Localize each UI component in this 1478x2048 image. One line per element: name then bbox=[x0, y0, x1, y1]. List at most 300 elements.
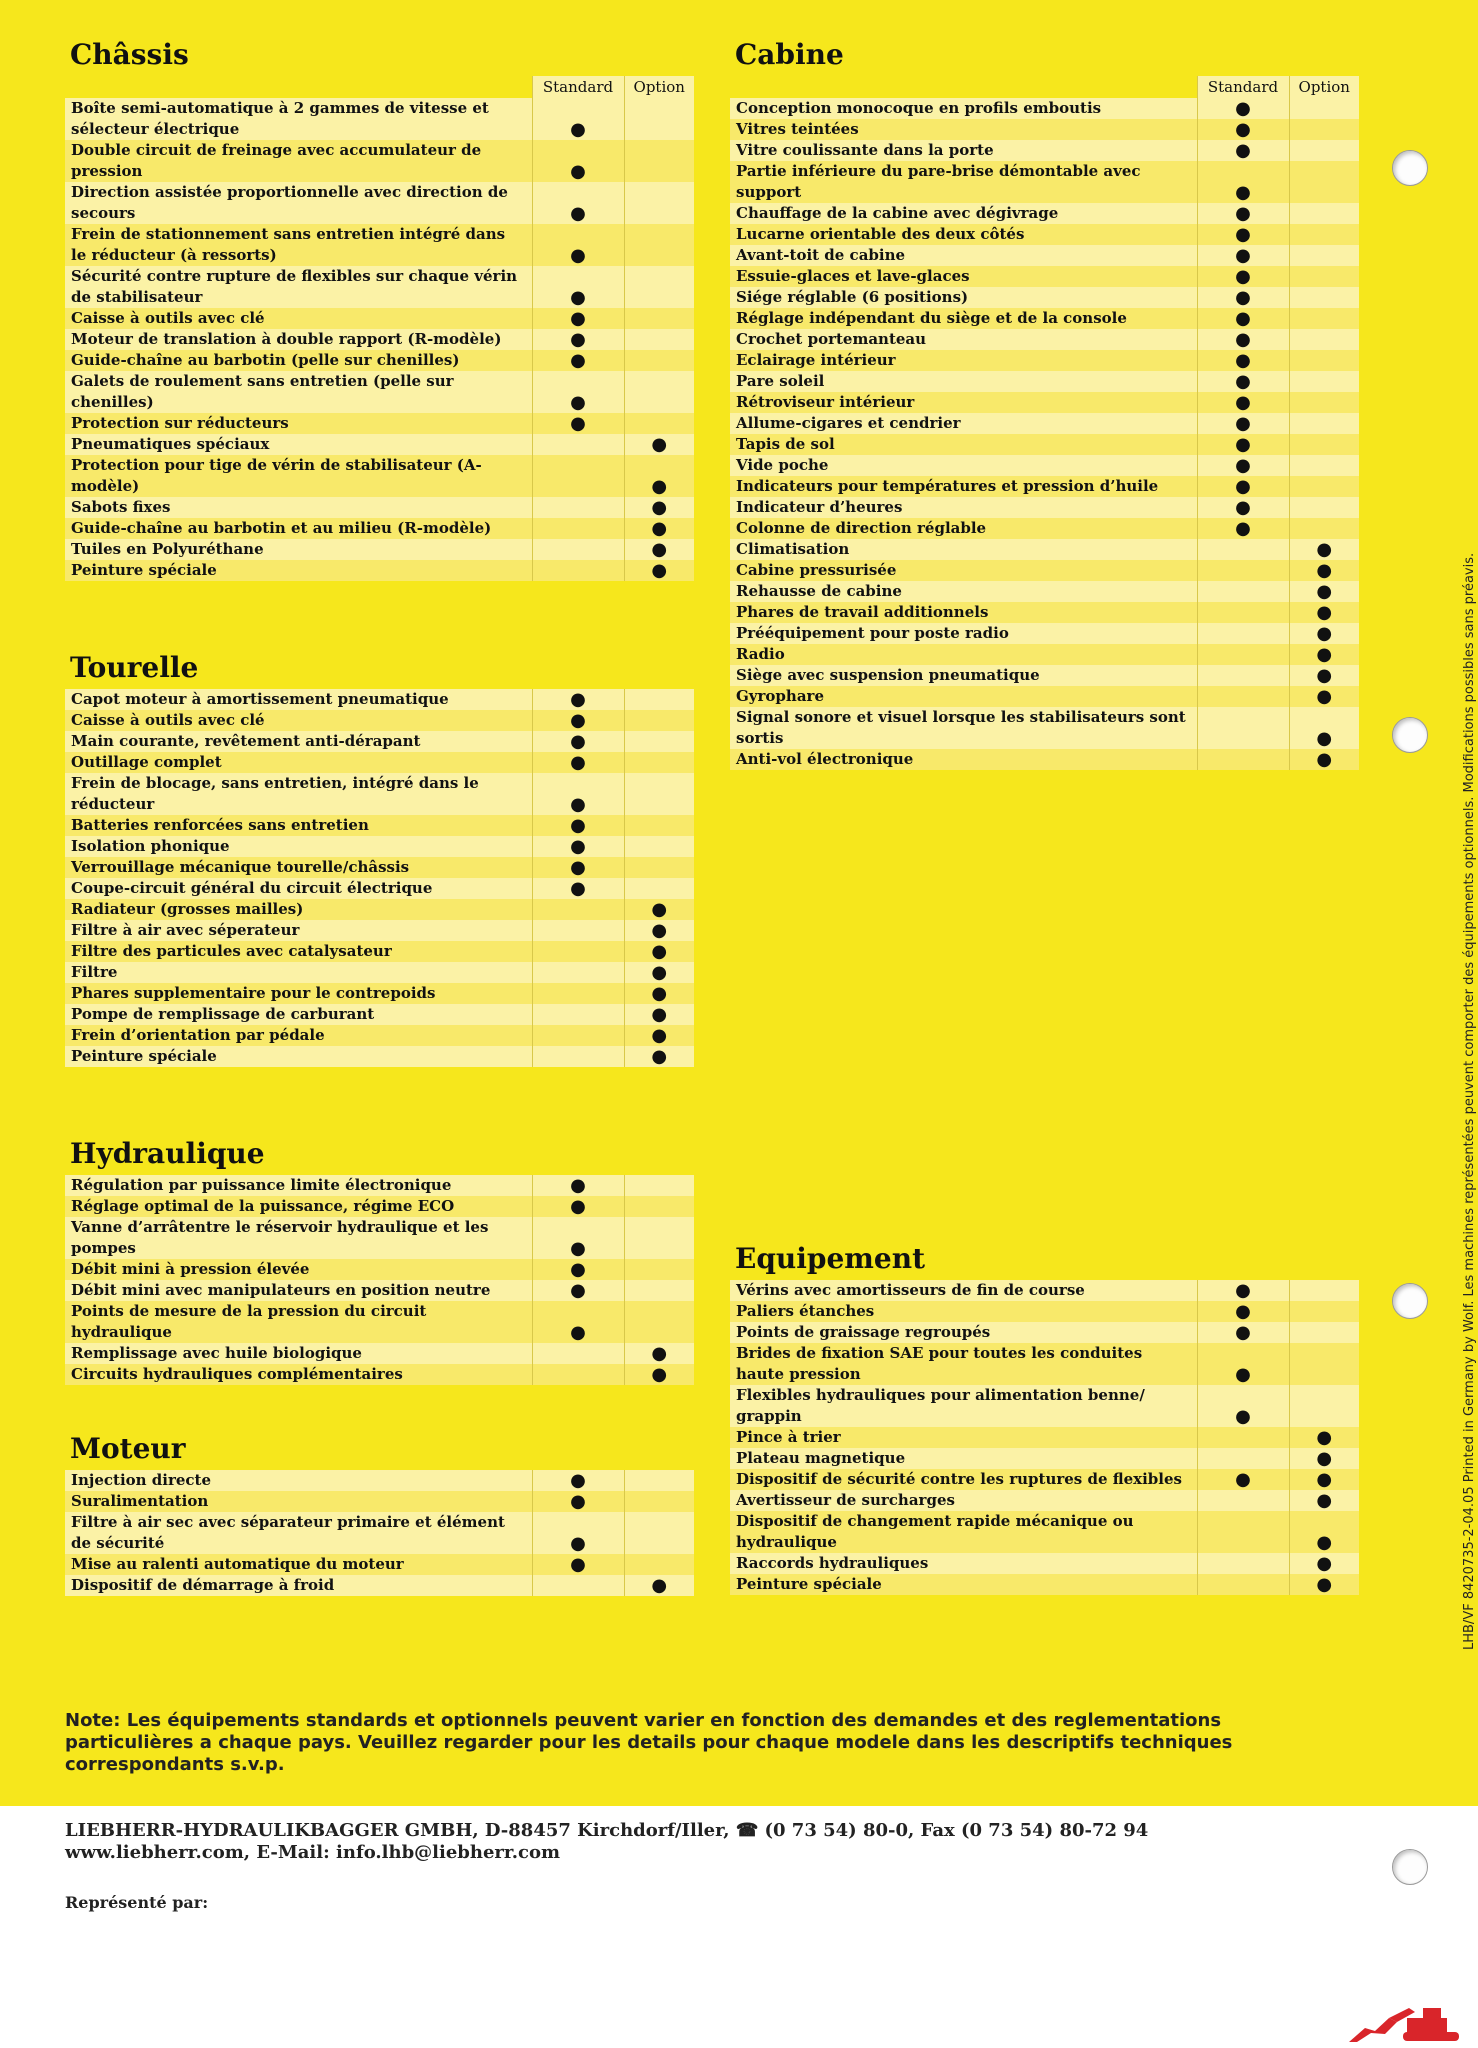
option-dot-icon: ● bbox=[624, 518, 694, 539]
column-header-standard: Standard bbox=[532, 76, 624, 98]
option-empty-cell bbox=[1289, 413, 1359, 434]
feature-label: Filtre des particules avec catalysateur bbox=[65, 941, 532, 962]
standard-dot-icon: ● bbox=[1197, 518, 1289, 539]
standard-empty-cell bbox=[532, 983, 624, 1004]
table-header-row bbox=[730, 76, 1359, 98]
feature-label: Siège avec suspension pneumatique bbox=[730, 665, 1197, 686]
feature-label: Peinture spéciale bbox=[65, 560, 532, 581]
option-dot-icon: ● bbox=[1289, 644, 1359, 665]
feature-label: Verrouillage mécanique tourelle/châssis bbox=[65, 857, 532, 878]
option-empty-cell bbox=[624, 1217, 694, 1259]
option-empty-cell bbox=[624, 815, 694, 836]
option-empty-cell bbox=[1289, 329, 1359, 350]
table-row bbox=[65, 98, 694, 140]
equipment-table-chassis bbox=[65, 76, 694, 581]
option-empty-cell bbox=[624, 1554, 694, 1575]
table-row bbox=[730, 1385, 1359, 1427]
option-empty-cell bbox=[1289, 371, 1359, 392]
standard-empty-cell bbox=[532, 899, 624, 920]
option-empty-cell bbox=[1289, 476, 1359, 497]
standard-dot-icon: ● bbox=[1197, 413, 1289, 434]
feature-label: Débit mini à pression élevée bbox=[65, 1259, 532, 1280]
option-dot-icon: ● bbox=[1289, 1427, 1359, 1448]
option-empty-cell bbox=[624, 1491, 694, 1512]
table-row bbox=[730, 329, 1359, 350]
table-row bbox=[730, 224, 1359, 245]
standard-dot-icon: ● bbox=[532, 266, 624, 308]
table-row bbox=[65, 308, 694, 329]
table-row bbox=[65, 1554, 694, 1575]
table-row bbox=[65, 140, 694, 182]
header-blank bbox=[65, 76, 532, 98]
table-row bbox=[730, 161, 1359, 203]
standard-dot-icon: ● bbox=[1197, 161, 1289, 203]
option-dot-icon: ● bbox=[1289, 539, 1359, 560]
option-empty-cell bbox=[624, 140, 694, 182]
option-empty-cell bbox=[1289, 119, 1359, 140]
option-empty-cell bbox=[1289, 203, 1359, 224]
option-empty-cell bbox=[1289, 1301, 1359, 1322]
feature-label: Injection directe bbox=[65, 1470, 532, 1491]
option-dot-icon: ● bbox=[624, 1046, 694, 1067]
section-title-tourelle: Tourelle bbox=[70, 651, 199, 684]
standard-dot-icon: ● bbox=[1197, 266, 1289, 287]
option-dot-icon: ● bbox=[624, 1343, 694, 1364]
feature-label: Sécurité contre rupture de flexibles sur chaque vérin de stabilisateur bbox=[65, 266, 532, 308]
table-row bbox=[65, 1280, 694, 1301]
standard-empty-cell bbox=[532, 1046, 624, 1067]
feature-label: Double circuit de freinage avec accumulateur de pression bbox=[65, 140, 532, 182]
section-cabine bbox=[730, 34, 1359, 770]
feature-label: Filtre à air sec avec séparateur primaire et élément de sécurité bbox=[65, 1512, 532, 1554]
table-row bbox=[65, 434, 694, 455]
standard-empty-cell bbox=[1197, 581, 1289, 602]
feature-label: Cabine pressurisée bbox=[730, 560, 1197, 581]
standard-dot-icon: ● bbox=[532, 1301, 624, 1343]
standard-dot-icon: ● bbox=[532, 329, 624, 350]
table-row bbox=[65, 371, 694, 413]
standard-dot-icon: ● bbox=[1197, 224, 1289, 245]
option-empty-cell bbox=[1289, 287, 1359, 308]
table-row bbox=[730, 749, 1359, 770]
feature-label: Protection pour tige de vérin de stabilisateur (A-modèle) bbox=[65, 455, 532, 497]
table-header-row bbox=[65, 76, 694, 98]
feature-label: Remplissage avec huile biologique bbox=[65, 1343, 532, 1364]
feature-label: Batteries renforcées sans entretien bbox=[65, 815, 532, 836]
standard-empty-cell bbox=[1197, 665, 1289, 686]
option-empty-cell bbox=[1289, 350, 1359, 371]
option-empty-cell bbox=[624, 413, 694, 434]
punch-hole bbox=[1392, 150, 1428, 186]
feature-label: Radiateur (grosses mailles) bbox=[65, 899, 532, 920]
option-empty-cell bbox=[624, 836, 694, 857]
web-line: www.liebherr.com, E-Mail: info.lhb@liebherr.com bbox=[65, 1842, 560, 1863]
table-row bbox=[730, 413, 1359, 434]
feature-label: Suralimentation bbox=[65, 1491, 532, 1512]
table-row bbox=[730, 518, 1359, 539]
option-empty-cell bbox=[624, 710, 694, 731]
option-empty-cell bbox=[1289, 308, 1359, 329]
table-row bbox=[65, 329, 694, 350]
table-row bbox=[730, 665, 1359, 686]
feature-label: Indicateurs pour températures et pression d’huile bbox=[730, 476, 1197, 497]
section-tourelle bbox=[65, 647, 694, 1067]
standard-dot-icon: ● bbox=[532, 1175, 624, 1196]
option-dot-icon: ● bbox=[624, 962, 694, 983]
table-row bbox=[65, 1343, 694, 1364]
feature-label: Chauffage de la cabine avec dégivrage bbox=[730, 203, 1197, 224]
standard-dot-icon: ● bbox=[532, 224, 624, 266]
option-dot-icon: ● bbox=[624, 1004, 694, 1025]
table-row bbox=[65, 1025, 694, 1046]
standard-dot-icon: ● bbox=[532, 815, 624, 836]
option-empty-cell bbox=[1289, 1385, 1359, 1427]
table-row bbox=[65, 1259, 694, 1280]
table-row bbox=[730, 119, 1359, 140]
feature-label: Rétroviseur intérieur bbox=[730, 392, 1197, 413]
standard-empty-cell bbox=[1197, 1511, 1289, 1553]
option-empty-cell bbox=[624, 224, 694, 266]
option-empty-cell bbox=[1289, 518, 1359, 539]
feature-label: Réglage optimal de la puissance, régime ECO bbox=[65, 1196, 532, 1217]
option-dot-icon: ● bbox=[1289, 1553, 1359, 1574]
option-empty-cell bbox=[624, 1512, 694, 1554]
table-row bbox=[730, 602, 1359, 623]
standard-dot-icon: ● bbox=[532, 773, 624, 815]
standard-dot-icon: ● bbox=[1197, 455, 1289, 476]
feature-label: Pompe de remplissage de carburant bbox=[65, 1004, 532, 1025]
punch-hole bbox=[1392, 717, 1428, 753]
side-legal-text: LHB/VF 8420735-2-04.05 Printed in Germany by Wolf. Les machines représentées peuvent comporter des équipements optionnels. Modifications possibles sans préavis. bbox=[1462, 552, 1477, 1650]
feature-label: Galets de roulement sans entretien (pelle sur chenilles) bbox=[65, 371, 532, 413]
option-dot-icon: ● bbox=[624, 560, 694, 581]
column-header-standard: Standard bbox=[1197, 76, 1289, 98]
table-row bbox=[730, 350, 1359, 371]
table-row bbox=[65, 413, 694, 434]
table-row bbox=[730, 1469, 1359, 1490]
standard-dot-icon: ● bbox=[1197, 476, 1289, 497]
table-row bbox=[65, 182, 694, 224]
option-empty-cell bbox=[624, 1280, 694, 1301]
table-row bbox=[65, 497, 694, 518]
table-row bbox=[65, 224, 694, 266]
standard-empty-cell bbox=[532, 455, 624, 497]
standard-dot-icon: ● bbox=[532, 182, 624, 224]
feature-label: Peinture spéciale bbox=[65, 1046, 532, 1067]
standard-empty-cell bbox=[532, 962, 624, 983]
table-row bbox=[65, 920, 694, 941]
option-empty-cell bbox=[624, 329, 694, 350]
feature-label: Dispositif de changement rapide mécanique ou hydraulique bbox=[730, 1511, 1197, 1553]
feature-label: Guide-chaîne au barbotin (pelle sur chenilles) bbox=[65, 350, 532, 371]
punch-hole bbox=[1392, 1849, 1428, 1885]
table-row bbox=[730, 266, 1359, 287]
option-empty-cell bbox=[1289, 98, 1359, 119]
standard-dot-icon: ● bbox=[1197, 1385, 1289, 1427]
option-dot-icon: ● bbox=[1289, 665, 1359, 686]
option-empty-cell bbox=[624, 98, 694, 140]
feature-label: Outillage complet bbox=[65, 752, 532, 773]
standard-dot-icon: ● bbox=[532, 1491, 624, 1512]
section-chassis bbox=[65, 34, 694, 581]
table-row bbox=[730, 1280, 1359, 1301]
standard-dot-icon: ● bbox=[1197, 371, 1289, 392]
feature-label: Radio bbox=[730, 644, 1197, 665]
feature-label: Siége réglable (6 positions) bbox=[730, 287, 1197, 308]
option-dot-icon: ● bbox=[1289, 623, 1359, 644]
standard-dot-icon: ● bbox=[532, 731, 624, 752]
option-empty-cell bbox=[624, 350, 694, 371]
standard-dot-icon: ● bbox=[532, 857, 624, 878]
table-row bbox=[65, 878, 694, 899]
standard-dot-icon: ● bbox=[1197, 392, 1289, 413]
table-row bbox=[730, 707, 1359, 749]
feature-label: Tuiles en Polyuréthane bbox=[65, 539, 532, 560]
feature-label: Sabots fixes bbox=[65, 497, 532, 518]
table-row bbox=[65, 941, 694, 962]
feature-label: Eclairage intérieur bbox=[730, 350, 1197, 371]
feature-label: Vanne d’arrâtentre le réservoir hydraulique et les pompes bbox=[65, 1217, 532, 1259]
standard-empty-cell bbox=[1197, 1553, 1289, 1574]
feature-label: Raccords hydrauliques bbox=[730, 1553, 1197, 1574]
option-dot-icon: ● bbox=[1289, 707, 1359, 749]
feature-label: Rehausse de cabine bbox=[730, 581, 1197, 602]
table-row bbox=[730, 476, 1359, 497]
standard-dot-icon: ● bbox=[1197, 287, 1289, 308]
feature-label: Frein de stationnement sans entretien intégré dans le réducteur (à ressorts) bbox=[65, 224, 532, 266]
standard-empty-cell bbox=[532, 941, 624, 962]
feature-label: Paliers étanches bbox=[730, 1301, 1197, 1322]
feature-label: Isolation phonique bbox=[65, 836, 532, 857]
standard-empty-cell bbox=[532, 539, 624, 560]
table-row bbox=[730, 686, 1359, 707]
company-line: LIEBHERR-HYDRAULIKBAGGER GMBH, D-88457 Kirchdorf/Iller, ☎ (0 73 54) 80-0, Fax (0 73 54) 80-72 94 bbox=[65, 1820, 1149, 1841]
table-row bbox=[65, 689, 694, 710]
feature-label: Coupe-circuit général du circuit électrique bbox=[65, 878, 532, 899]
section-title-cabine: Cabine bbox=[735, 38, 844, 71]
option-dot-icon: ● bbox=[1289, 560, 1359, 581]
standard-dot-icon: ● bbox=[532, 752, 624, 773]
standard-dot-icon: ● bbox=[1197, 140, 1289, 161]
option-dot-icon: ● bbox=[1289, 1511, 1359, 1553]
standard-empty-cell bbox=[532, 434, 624, 455]
represented-by-label: Représenté par: bbox=[65, 1893, 209, 1912]
header-blank bbox=[730, 76, 1197, 98]
standard-empty-cell bbox=[1197, 686, 1289, 707]
option-empty-cell bbox=[624, 371, 694, 413]
feature-label: Circuits hydrauliques complémentaires bbox=[65, 1364, 532, 1385]
feature-label: Gyrophare bbox=[730, 686, 1197, 707]
section-title-moteur: Moteur bbox=[70, 1432, 186, 1465]
equipment-table-equipement bbox=[730, 1280, 1359, 1595]
table-row bbox=[730, 1343, 1359, 1385]
table-row bbox=[730, 308, 1359, 329]
feature-label: Signal sonore et visuel lorsque les stabilisateurs sont sortis bbox=[730, 707, 1197, 749]
equipment-table-cabine bbox=[730, 76, 1359, 770]
standard-empty-cell bbox=[1197, 707, 1289, 749]
option-empty-cell bbox=[624, 1470, 694, 1491]
option-dot-icon: ● bbox=[624, 539, 694, 560]
standard-empty-cell bbox=[532, 1364, 624, 1385]
standard-empty-cell bbox=[1197, 1574, 1289, 1595]
standard-dot-icon: ● bbox=[1197, 497, 1289, 518]
table-row bbox=[730, 1490, 1359, 1511]
standard-dot-icon: ● bbox=[1197, 308, 1289, 329]
feature-label: Protection sur réducteurs bbox=[65, 413, 532, 434]
option-dot-icon: ● bbox=[624, 1575, 694, 1596]
standard-dot-icon: ● bbox=[532, 1512, 624, 1554]
standard-dot-icon: ● bbox=[1197, 1343, 1289, 1385]
standard-dot-icon: ● bbox=[1197, 350, 1289, 371]
feature-label: Frein d’orientation par pédale bbox=[65, 1025, 532, 1046]
feature-label: Capot moteur à amortissement pneumatique bbox=[65, 689, 532, 710]
standard-empty-cell bbox=[1197, 560, 1289, 581]
feature-label: Pneumatiques spéciaux bbox=[65, 434, 532, 455]
table-row bbox=[65, 1301, 694, 1343]
table-row bbox=[65, 539, 694, 560]
table-row bbox=[730, 1448, 1359, 1469]
table-row bbox=[730, 287, 1359, 308]
option-empty-cell bbox=[624, 857, 694, 878]
feature-label: Main courante, revêtement anti-dérapant bbox=[65, 731, 532, 752]
standard-dot-icon: ● bbox=[532, 689, 624, 710]
option-dot-icon: ● bbox=[1289, 686, 1359, 707]
table-row bbox=[730, 1553, 1359, 1574]
feature-label: Indicateur d’heures bbox=[730, 497, 1197, 518]
option-empty-cell bbox=[1289, 1322, 1359, 1343]
table-row bbox=[65, 518, 694, 539]
table-row bbox=[730, 581, 1359, 602]
table-row bbox=[65, 752, 694, 773]
table-row bbox=[65, 962, 694, 983]
standard-empty-cell bbox=[1197, 1427, 1289, 1448]
table-row bbox=[730, 434, 1359, 455]
feature-label: Plateau magnetique bbox=[730, 1448, 1197, 1469]
equipment-table-tourelle bbox=[65, 689, 694, 1067]
standard-dot-icon: ● bbox=[532, 1554, 624, 1575]
option-empty-cell bbox=[624, 1175, 694, 1196]
feature-label: Crochet portemanteau bbox=[730, 329, 1197, 350]
table-row bbox=[65, 731, 694, 752]
option-empty-cell bbox=[1289, 161, 1359, 203]
option-empty-cell bbox=[1289, 1280, 1359, 1301]
excavator-logo-icon bbox=[1345, 1998, 1475, 2044]
option-dot-icon: ● bbox=[624, 920, 694, 941]
standard-empty-cell bbox=[1197, 1448, 1289, 1469]
feature-label: Prééquipement pour poste radio bbox=[730, 623, 1197, 644]
feature-label: Boîte semi-automatique à 2 gammes de vitesse et sélecteur électrique bbox=[65, 98, 532, 140]
feature-label: Pince à trier bbox=[730, 1427, 1197, 1448]
feature-label: Moteur de translation à double rapport (R-modèle) bbox=[65, 329, 532, 350]
feature-label: Peinture spéciale bbox=[730, 1574, 1197, 1595]
table-row bbox=[730, 1427, 1359, 1448]
table-row bbox=[730, 140, 1359, 161]
standard-dot-icon: ● bbox=[1197, 434, 1289, 455]
table-row bbox=[65, 266, 694, 308]
option-empty-cell bbox=[1289, 266, 1359, 287]
feature-label: Conception monocoque en profils emboutis bbox=[730, 98, 1197, 119]
standard-dot-icon: ● bbox=[532, 1280, 624, 1301]
table-row bbox=[730, 644, 1359, 665]
section-title-hydraulique: Hydraulique bbox=[70, 1137, 265, 1170]
option-dot-icon: ● bbox=[624, 1364, 694, 1385]
feature-label: Essuie-glaces et lave-glaces bbox=[730, 266, 1197, 287]
option-empty-cell bbox=[624, 1301, 694, 1343]
option-empty-cell bbox=[624, 878, 694, 899]
table-row bbox=[65, 1004, 694, 1025]
standard-dot-icon: ● bbox=[532, 836, 624, 857]
table-row bbox=[65, 1196, 694, 1217]
column-header-option: Option bbox=[624, 76, 694, 98]
option-dot-icon: ● bbox=[624, 455, 694, 497]
table-row bbox=[65, 857, 694, 878]
feature-label: Tapis de sol bbox=[730, 434, 1197, 455]
option-empty-cell bbox=[1289, 455, 1359, 476]
note-text: Note: Les équipements standards et optionnels peuvent varier en fonction des demandes et des reglementations particulières a chaque pays. Veuillez regarder pour les details pour chaque modele dans les descriptifs techniques correspondants s.v.p. bbox=[65, 1710, 1233, 1775]
option-dot-icon: ● bbox=[624, 497, 694, 518]
feature-label: Anti-vol électronique bbox=[730, 749, 1197, 770]
table-row bbox=[65, 1217, 694, 1259]
table-row bbox=[65, 1470, 694, 1491]
punch-hole bbox=[1392, 1283, 1428, 1319]
equipment-table-hydraulique bbox=[65, 1175, 694, 1385]
feature-label: Direction assistée proportionnelle avec direction de secours bbox=[65, 182, 532, 224]
feature-label: Allume-cigares et cendrier bbox=[730, 413, 1197, 434]
standard-empty-cell bbox=[1197, 623, 1289, 644]
feature-label: Caisse à outils avec clé bbox=[65, 710, 532, 731]
table-row bbox=[730, 623, 1359, 644]
footer-address bbox=[65, 1820, 1265, 1864]
table-row bbox=[730, 1574, 1359, 1595]
standard-empty-cell bbox=[532, 518, 624, 539]
standard-empty-cell bbox=[1197, 1490, 1289, 1511]
feature-label: Phares de travail additionnels bbox=[730, 602, 1197, 623]
standard-dot-icon: ● bbox=[1197, 329, 1289, 350]
table-row bbox=[65, 899, 694, 920]
standard-dot-icon: ● bbox=[1197, 1280, 1289, 1301]
table-row bbox=[730, 1322, 1359, 1343]
standard-dot-icon: ● bbox=[1197, 119, 1289, 140]
option-empty-cell bbox=[1289, 392, 1359, 413]
feature-label: Mise au ralenti automatique du moteur bbox=[65, 1554, 532, 1575]
option-dot-icon: ● bbox=[624, 941, 694, 962]
option-dot-icon: ● bbox=[624, 983, 694, 1004]
feature-label: Débit mini avec manipulateurs en position neutre bbox=[65, 1280, 532, 1301]
feature-label: Guide-chaîne au barbotin et au milieu (R-modèle) bbox=[65, 518, 532, 539]
standard-dot-icon: ● bbox=[1197, 245, 1289, 266]
table-row bbox=[65, 350, 694, 371]
table-row bbox=[65, 1575, 694, 1596]
table-row bbox=[65, 455, 694, 497]
feature-label: Phares supplementaire pour le contrepoids bbox=[65, 983, 532, 1004]
table-row bbox=[65, 773, 694, 815]
feature-label: Réglage indépendant du siège et de la console bbox=[730, 308, 1197, 329]
feature-label: Filtre à air avec séperateur bbox=[65, 920, 532, 941]
table-row bbox=[65, 710, 694, 731]
section-title-equipement: Equipement bbox=[735, 1242, 926, 1275]
feature-label: Filtre bbox=[65, 962, 532, 983]
option-empty-cell bbox=[624, 308, 694, 329]
feature-label: Dispositif de sécurité contre les ruptures de flexibles bbox=[730, 1469, 1197, 1490]
standard-empty-cell bbox=[1197, 602, 1289, 623]
standard-dot-icon: ● bbox=[532, 371, 624, 413]
section-hydraulique bbox=[65, 1133, 694, 1385]
standard-dot-icon: ● bbox=[532, 140, 624, 182]
option-empty-cell bbox=[1289, 245, 1359, 266]
feature-label: Vérins avec amortisseurs de fin de course bbox=[730, 1280, 1197, 1301]
table-row bbox=[65, 560, 694, 581]
standard-empty-cell bbox=[1197, 749, 1289, 770]
